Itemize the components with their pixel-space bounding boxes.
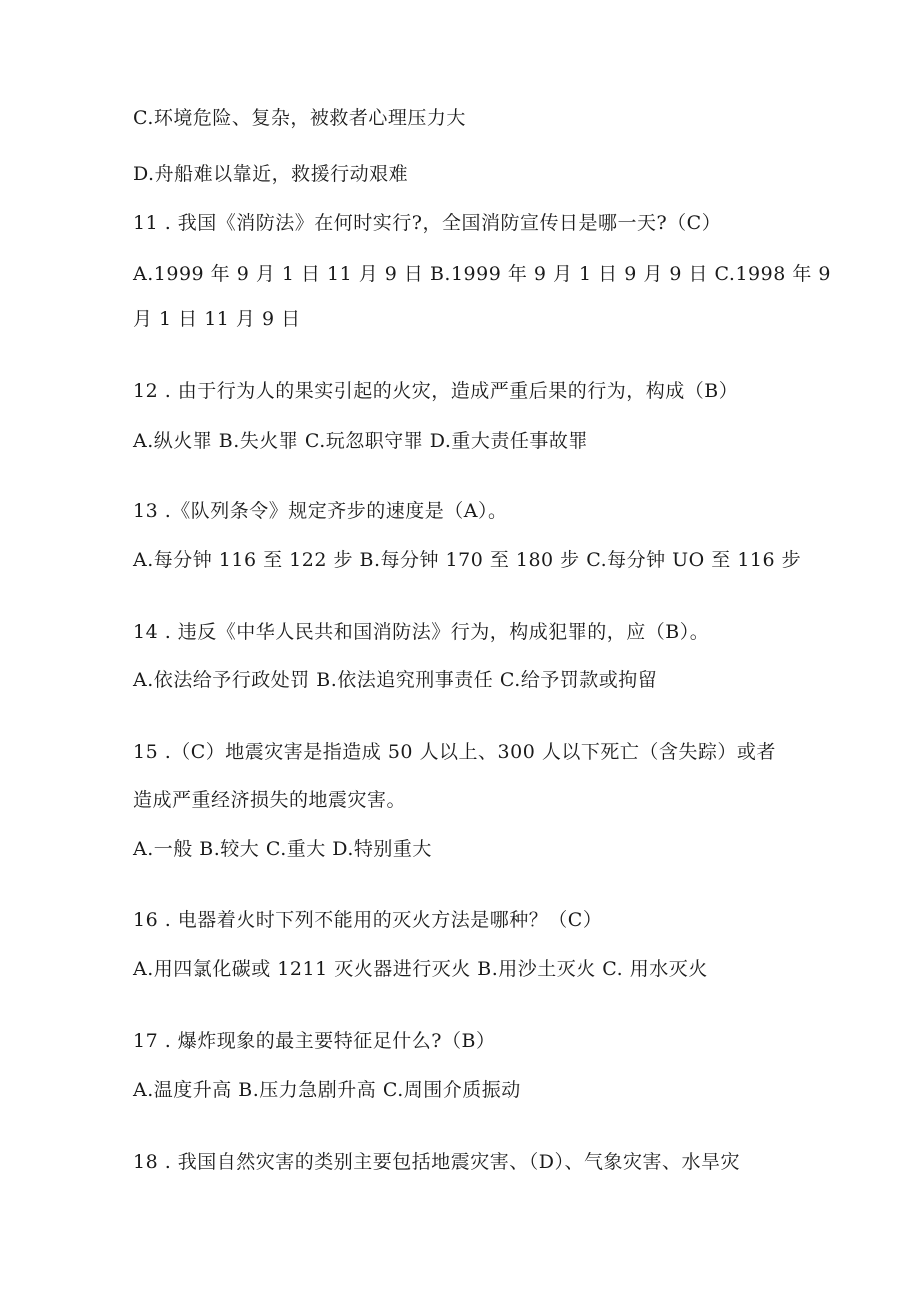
question-16: 16 . 电器着火时下列不能用的灭火方法是哪种？（C） [133, 909, 603, 931]
option-line: A.一般 B.较大 C.重大 D.特别重大 [133, 838, 432, 860]
option-line: A.依法给予行政处罚 B.依法追究刑事责任 C.给予罚款或拘留 [133, 669, 658, 691]
question-17: 17 . 爆炸现象的最主要特征足什么?（B） [133, 1030, 496, 1052]
option-line: D.舟船难以靠近，救援行动艰难 [133, 163, 409, 185]
option-line: A.温度升高 B.压力急剧升高 C.周围介质振动 [133, 1079, 521, 1101]
question-14: 14 . 违反《中华人民共和国消防法》行为，构成犯罪的，应（B）。 [133, 621, 710, 643]
option-line-continued: 月 1 日 11 月 9 日 [133, 308, 301, 330]
question-11: 11 . 我国《消防法》在何时实行?，全国消防宣传日是哪一天?（C） [133, 212, 722, 234]
option-line: A.用四氯化碳或 1211 灭火器进行灭火 B.用沙土灭火 C. 用水灭火 [133, 958, 708, 980]
option-line: C.环境危险、复杂，被救者心理压力大 [133, 107, 466, 129]
option-line: A.纵火罪 B.失火罪 C.玩忽职守罪 D.重大责任事故罪 [133, 430, 588, 452]
question-18: 18 . 我国自然灾害的类别主要包括地震灾害、（D）、气象灾害、水旱灾 [133, 1151, 741, 1173]
question-15: 15 .（C）地震灾害是指造成 50 人以上、300 人以下死亡（含失踪）或者 [133, 741, 776, 763]
option-line: A.1999 年 9 月 1 日 11 月 9 日 B.1999 年 9 月 1 日 9 月 9 日 C.1998 年 9 [133, 263, 831, 285]
question-12: 12 . 由于行为人的果实引起的火灾，造成严重后果的行为，构成（B） [133, 380, 739, 402]
option-line: A.每分钟 116 至 122 步 B.每分钟 170 至 180 步 C.每分钟 UO 至 116 步 [133, 549, 802, 571]
question-15-continued: 造成严重经济损失的地震灾害。 [133, 789, 407, 811]
question-13: 13 .《队列条令》规定齐步的速度是（A）。 [133, 500, 508, 522]
